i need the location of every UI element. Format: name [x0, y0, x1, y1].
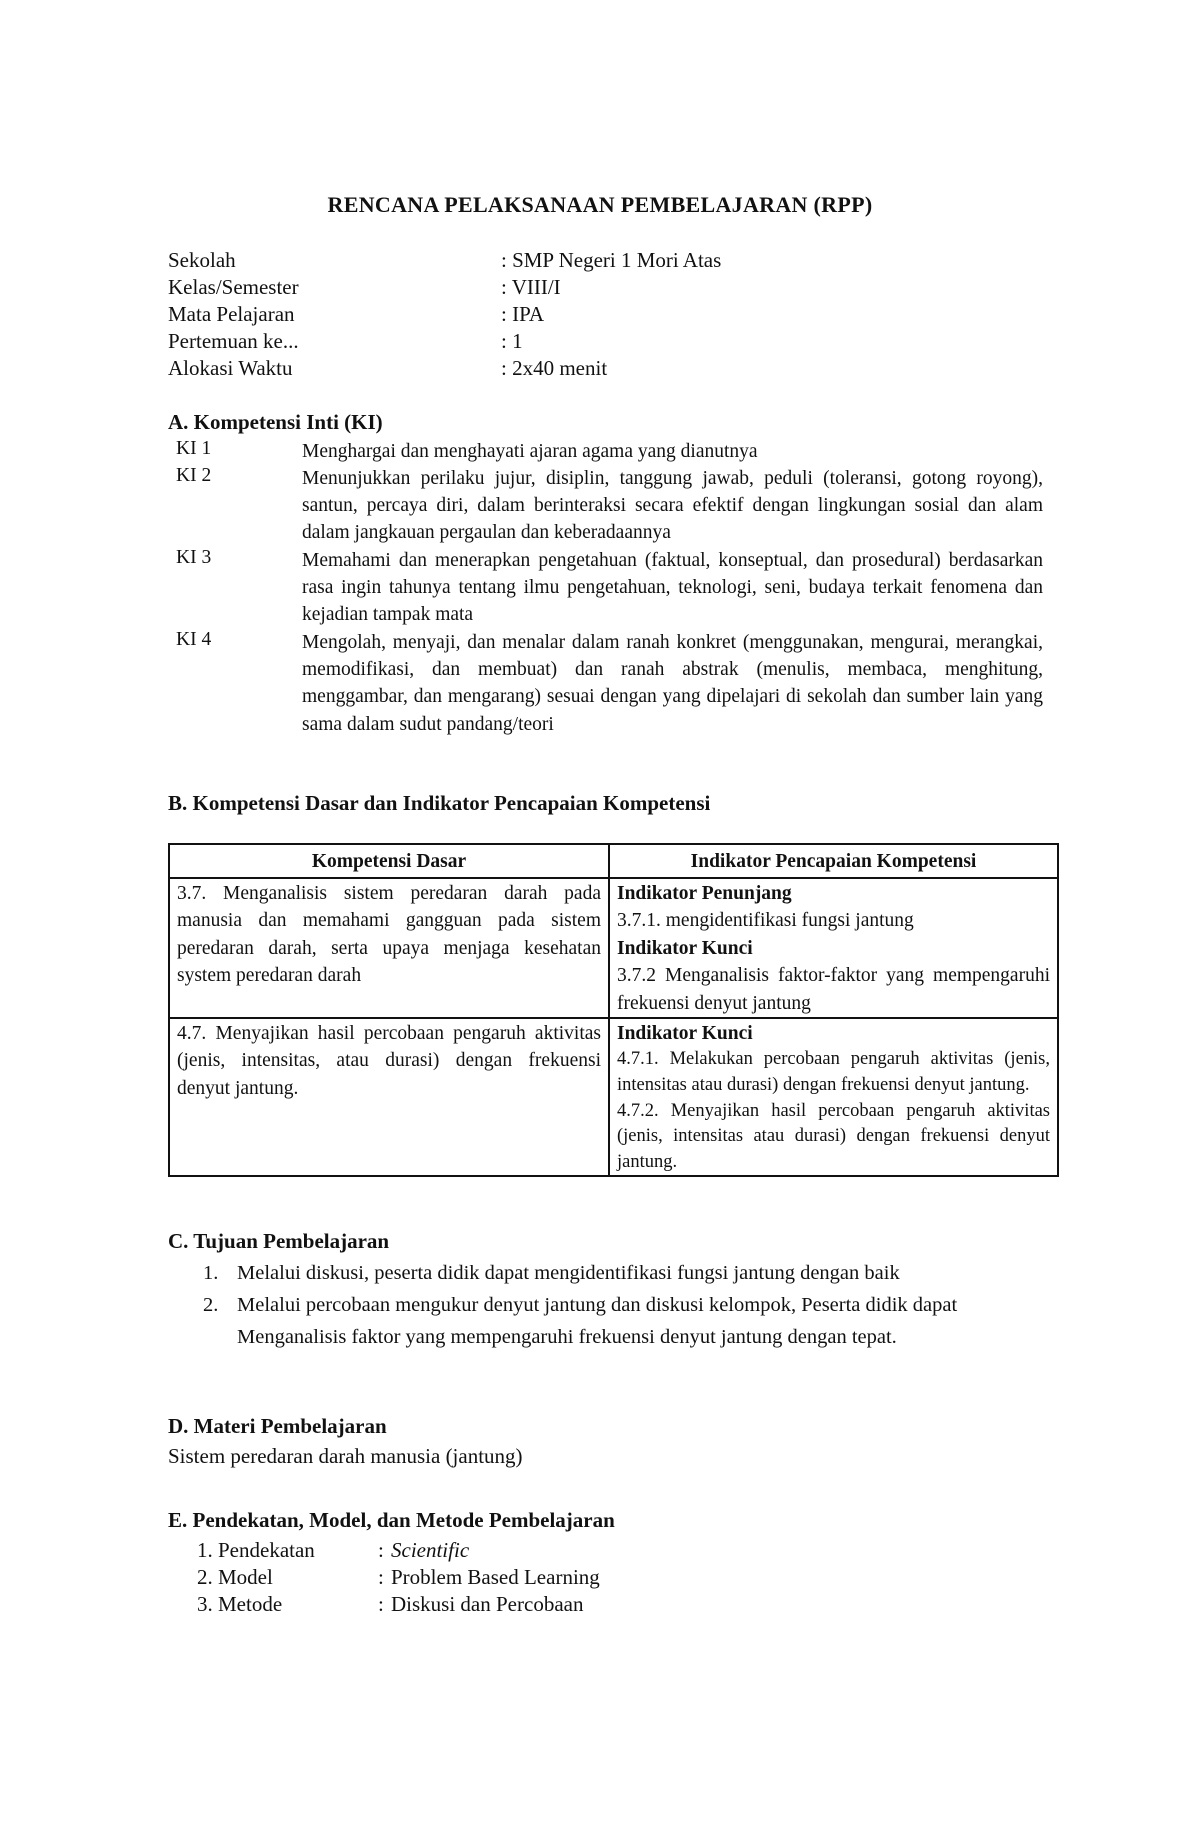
section-a-heading: A. Kompetensi Inti (KI) — [168, 410, 383, 434]
table-cell-kd: 4.7. Menyajikan hasil percobaan pengaruh aktivitas (jenis, intensitas, atau durasi) dengan frekuensi denyut jantung. — [169, 1018, 609, 1176]
table-row — [169, 1018, 1058, 1176]
ki-1-code: KI 1 — [176, 438, 212, 459]
approach-value: Scientific — [391, 1538, 470, 1562]
ki-4-text: Mengolah, menyaji, dan menalar dalam ranah konkret (menggunakan, mengurai, merangkai, memodifikasi, dan membuat) dan ranah abstrak (menulis, membaca, menghitung, menggambar, dan mengarang) sesuai dengan yang dipelajari di sekolah dan sumber lain yang sama dalam sudut pandang/teori — [302, 632, 1043, 735]
table-cell-indicator — [609, 878, 1058, 1018]
identity-label-subject: Mata Pelajaran — [168, 302, 295, 326]
ki-3-code: KI 3 — [176, 547, 212, 568]
model-value: Problem Based Learning — [391, 1565, 600, 1589]
model-colon: : — [378, 1565, 384, 1589]
table-cell-indicator — [609, 1018, 1058, 1176]
method-label: 3. Metode — [197, 1592, 283, 1616]
indicator-label-key: Indikator Kunci — [617, 1023, 753, 1045]
identity-value-meeting: : 1 — [501, 329, 523, 353]
objective-1-text: Melalui diskusi, peserta didik dapat mengidentifikasi fungsi jantung dengan baik — [237, 1262, 900, 1284]
model-label: 2. Model — [197, 1565, 273, 1589]
method-colon: : — [378, 1592, 384, 1616]
ki-1-text: Menghargai dan menghayati ajaran agama yang dianutnya — [302, 441, 758, 462]
objective-1-number: 1. — [203, 1262, 219, 1284]
identity-label-school: Sekolah — [168, 248, 236, 272]
identity-label-meeting: Pertemuan ke... — [168, 329, 299, 353]
approach-label: 1. Pendekatan — [197, 1538, 315, 1562]
identity-label-time: Alokasi Waktu — [168, 356, 293, 380]
table-cell-kd: 3.7. Menganalisis sistem peredaran darah pada manusia dan memahami gangguan pada sistem peredaran darah, serta upaya menjaga kesehatan system peredaran darah — [169, 878, 609, 1018]
ki-3-text: Memahami dan menerapkan pengetahuan (faktual, konseptual, dan prosedural) berdasarkan rasa ingin tahunya tentang ilmu pengetahuan, teknologi, seni, budaya terkait fenomena dan kejadian tampak mata — [302, 550, 1043, 626]
material-text: Sistem peredaran darah manusia (jantung) — [168, 1444, 523, 1468]
identity-label-class: Kelas/Semester — [168, 275, 299, 299]
section-b-heading: B. Kompetensi Dasar dan Indikator Pencapaian Kompetensi — [168, 791, 711, 815]
indicator-text: 3.7.1. mengidentifikasi fungsi jantung — [617, 910, 914, 932]
ki-2-code: KI 2 — [176, 465, 212, 486]
indicator-label-supporting: Indikator Penunjang — [617, 883, 792, 904]
objective-2-text: Melalui percobaan mengukur denyut jantung dan diskusi kelompok, Peserta didik dapat Menganalisis faktor yang mempengaruhi frekuensi denyut jantung dengan tepat. — [237, 1294, 958, 1348]
document-title: RENCANA PELAKSANAAN PEMBELAJARAN (RPP) — [327, 192, 873, 217]
section-c-heading: C. Tujuan Pembelajaran — [168, 1229, 390, 1253]
ki-4-code: KI 4 — [176, 629, 212, 650]
identity-value-time: : 2x40 menit — [501, 356, 608, 380]
section-e-heading: E. Pendekatan, Model, dan Metode Pembelajaran — [168, 1508, 615, 1532]
table-header-row — [169, 844, 1058, 878]
identity-value-subject: : IPA — [501, 302, 544, 326]
indicator-label-key: Indikator Kunci — [617, 937, 753, 959]
indicator-text: 4.7.2. Menyajikan hasil percobaan pengaruh aktivitas (jenis, intensitas atau durasi) dengan frekuensi denyut jantung. — [617, 1100, 1050, 1172]
identity-value-school: : SMP Negeri 1 Mori Atas — [501, 248, 722, 272]
method-value: Diskusi dan Percobaan — [391, 1592, 584, 1616]
ki-2-text: Menunjukkan perilaku jujur, disiplin, tanggung jawab, peduli (toleransi, gotong royong), santun, percaya diri, dalam berinteraksi secara efektif dengan lingkungan sosial dan alam dalam jangkauan pergaulan dan keberadaannya — [302, 468, 1043, 544]
approach-colon: : — [378, 1538, 384, 1562]
identity-value-class: : VIII/I — [501, 275, 561, 299]
indicator-text: 3.7.2 Menganalisis faktor-faktor yang mempengaruhi frekuensi denyut jantung — [617, 965, 1050, 1014]
objective-2-number: 2. — [203, 1294, 219, 1316]
competency-table — [168, 843, 1059, 1177]
table-header-indicator: Indikator Pencapaian Kompetensi — [609, 844, 1058, 878]
indicator-text: 4.7.1. Melakukan percobaan pengaruh aktivitas (jenis, intensitas atau durasi) dengan frekuensi denyut jantung. — [617, 1049, 1050, 1096]
table-header-kd: Kompetensi Dasar — [169, 844, 609, 878]
section-d-heading: D. Materi Pembelajaran — [168, 1414, 387, 1438]
table-row — [169, 878, 1058, 1018]
